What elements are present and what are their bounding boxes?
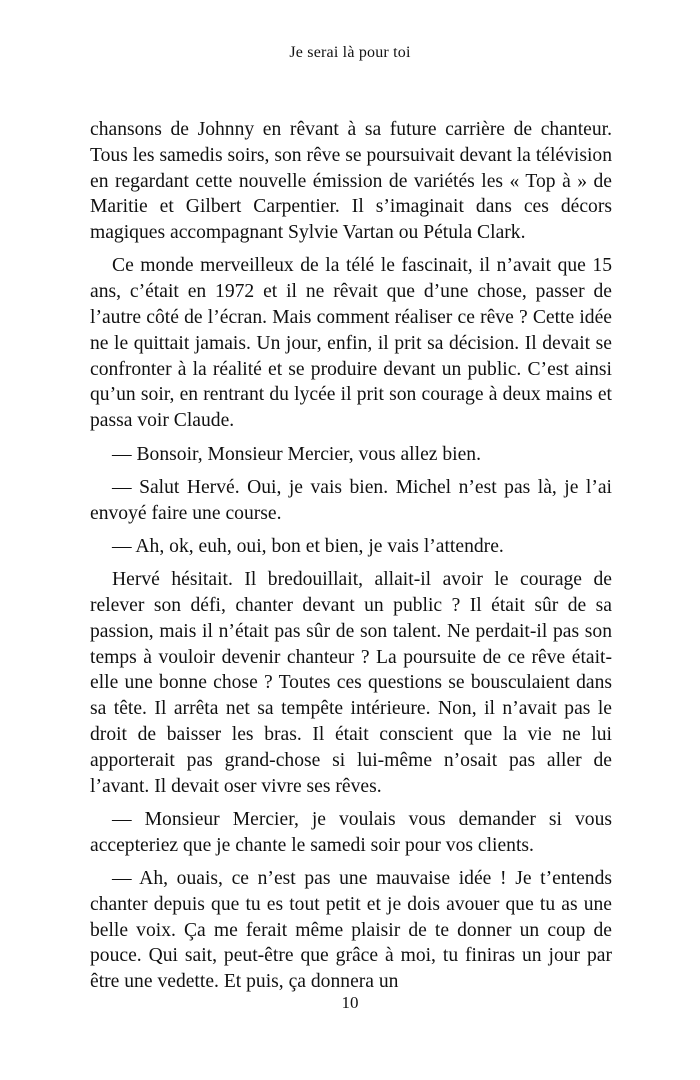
dialogue-line-1: — Bonsoir, Monsieur Mercier, vous allez bien. xyxy=(112,443,481,465)
paragraph-1: chansons de Johnny en rêvant à sa future carrière de chanteur. Tous les samedis soirs, son rêve se poursuivait devant la télévision en regardant cette nouvelle émission de variétés les « Top à » de Maritie et Gilbert Carpentier. Il s’imaginait dans ces décors magiques accompagnant Sylvie Vartan ou Pétula Clark. xyxy=(90,119,612,244)
running-header: Je serai là pour toi xyxy=(289,44,411,61)
page-number: 10 xyxy=(341,993,359,1012)
dialogue-line-4: — Monsieur Mercier, je voulais vous demander si vous accepteriez que je chante le samedi soir pour vos clients. xyxy=(90,808,612,856)
dialogue-line-2: — Salut Hervé. Oui, je vais bien. Michel n’est pas là, je l’ai envoyé faire une course. xyxy=(90,476,612,524)
dialogue-line-3: — Ah, ok, euh, oui, bon et bien, je vais l’attendre. xyxy=(112,535,504,557)
paragraph-3: Hervé hésitait. Il bredouillait, allait-il avoir le courage de relever son défi, chanter devant un public ? Il était sûr de sa passion, mais il n’était pas sûr de son talent. Ne perdait-il pas son temps à vouloir devenir chanteur ? La poursuite de ce rêve était-elle une bonne chose ? Toutes ces questions se bousculaient dans sa tête. Il arrêta net sa tempête intérieure. Non, il n’avait pas le droit de baisser les bras. Il était conscient que la vie ne lui apporterait pas grand-chose si lui-même n’osait pas aller de l’avant. Il devait oser vivre ses rêves. xyxy=(90,569,612,797)
body-text xyxy=(90,117,612,1003)
paragraph-2: Ce monde merveilleux de la télé le fascinait, il n’avait que 15 ans, c’était en 1972 et il ne rêvait que d’une chose, passer de l’autre côté de l’écran. Mais comment réaliser ce rêve ? Cette idée ne le quittait jamais. Un jour, enfin, il prit sa décision. Il devait se confronter à la réalité et se produire devant un public. C’est ainsi qu’un soir, en rentrant du lycée il prit son courage à deux mains et passa voir Claude. xyxy=(90,255,612,432)
dialogue-line-5: — Ah, ouais, ce n’est pas une mauvaise idée ! Je t’entends chanter depuis que tu es tout petit et je dois avouer que tu as une belle voix. Ça me ferait même plaisir de te donner un coup de pouce. Qui sait, peut-être que grâce à moi, tu finiras un jour par être une vedette. Et puis, ça donnera un xyxy=(90,868,612,993)
